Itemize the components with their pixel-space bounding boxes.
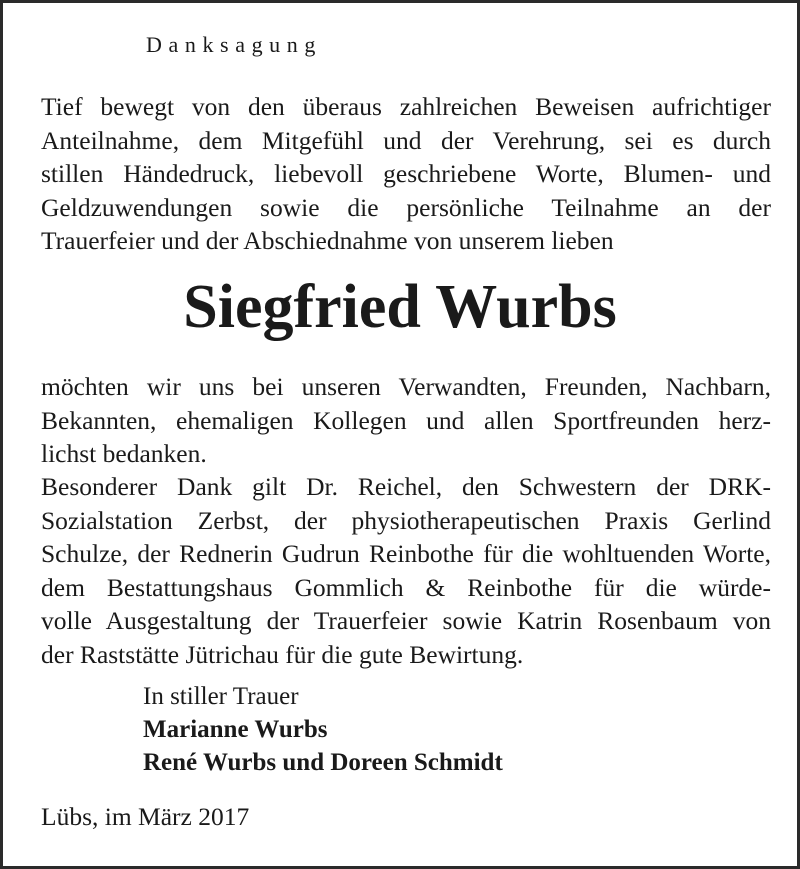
text-line: lichst bedanken.	[41, 439, 207, 468]
text-line: dem Bestattungshaus Gommlich & Reinbothe für die würde-	[41, 572, 771, 602]
text-line: volle Ausgestaltung der Trauerfeier sowie Katrin Rosenbaum von	[41, 606, 771, 635]
text-line: Tief bewegt von den überaus zahlreichen Beweisen aufrichtiger	[41, 92, 771, 121]
deceased-name: Siegfried Wurbs	[183, 273, 617, 341]
signature-block	[143, 680, 503, 779]
text-line: Schulze, der Rednerin Gudrun Reinbothe für die wohltuenden Worte,	[41, 539, 771, 568]
thanks-paragraph	[41, 370, 771, 471]
place-and-date: Lübs, im März 2017	[41, 802, 250, 831]
text-line: Sozialstation Zerbst, der physiotherapeutischen Praxis Gerlind	[41, 505, 771, 535]
text-line: Besonderer Dank gilt Dr. Reichel, den Schwestern der DRK-	[41, 472, 771, 501]
text-line: stillen Händedruck, liebevoll geschriebene Worte, Blumen- und	[41, 159, 771, 188]
notice-heading: Danksagung	[146, 32, 322, 57]
text-line: möchten wir uns bei unseren Verwandten, Freunden, Nachbarn,	[41, 372, 771, 401]
text-line: Trauerfeier und der Abschiednahme von unserem lieben	[41, 226, 614, 255]
closing-phrase: In stiller Trauer	[143, 683, 299, 710]
intro-paragraph	[41, 90, 771, 258]
text-line: Bekannten, ehemaligen Kollegen und allen Sportfreunden herz-	[41, 405, 771, 435]
signatory: René Wurbs und Doreen Schmidt	[143, 749, 503, 776]
signatory: Marianne Wurbs	[143, 716, 328, 743]
text-line: Anteilnahme, dem Mitgefühl und der Verehrung, sei es durch	[41, 125, 771, 155]
text-line: Geldzuwendungen sowie die persönliche Teilnahme an der	[41, 192, 771, 222]
special-thanks-paragraph	[41, 470, 771, 671]
text-line: der Raststätte Jütrichau für die gute Bewirtung.	[41, 639, 524, 669]
